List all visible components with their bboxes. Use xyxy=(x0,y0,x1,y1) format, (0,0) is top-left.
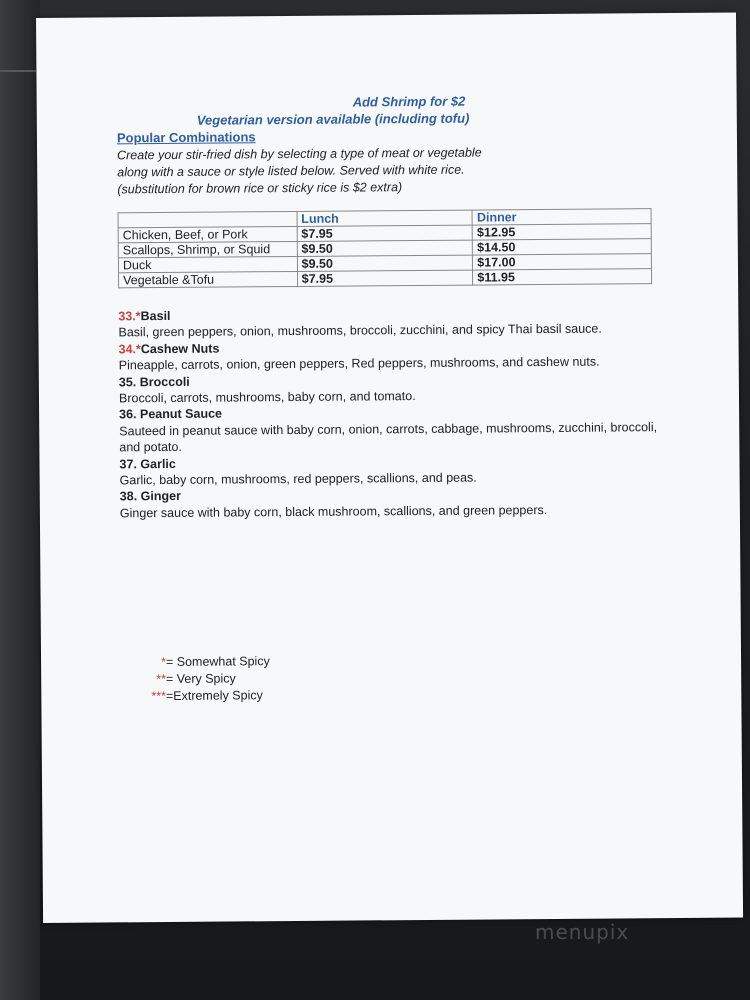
dish-name: Peanut Sauce xyxy=(139,406,223,422)
row-dinner-price: $14.50 xyxy=(473,239,652,255)
tile-grout xyxy=(0,70,36,72)
list-item xyxy=(118,304,678,341)
list-item xyxy=(119,370,679,407)
dish-number: 34. xyxy=(118,342,137,357)
dish-description: Broccoli, carrots, mushrooms, baby corn, and tomato. xyxy=(118,389,416,406)
dish-name: Basil xyxy=(140,308,171,324)
header-item xyxy=(118,211,297,227)
dish-name: Broccoli xyxy=(139,374,190,389)
header-dinner: Dinner xyxy=(472,209,651,225)
row-lunch-price: $9.50 xyxy=(297,240,473,256)
row-lunch-price: $9.50 xyxy=(297,255,473,271)
legend-stars: * xyxy=(161,654,166,670)
spicy-marker: * xyxy=(135,309,141,324)
legend-label: = Somewhat Spicy xyxy=(165,654,270,669)
legend-stars: ** xyxy=(156,672,166,687)
intro-line: Create your stir-fried dish by selecting a type of meat or vegetable xyxy=(117,145,482,163)
watermark-logo: menupix xyxy=(535,920,630,944)
spicy-marker: * xyxy=(135,341,141,357)
dish-name: Ginger xyxy=(140,489,181,504)
legend-item xyxy=(151,653,270,671)
list-item xyxy=(119,452,679,489)
dish-description: Sauteed in peanut sauce with baby corn, onion, carrots, cabbage, mushrooms, zucchini, broccoli, and potato. xyxy=(119,419,658,455)
intro-line: (substitution for brown rice or sticky rice is $2 extra) xyxy=(117,180,403,197)
price-table xyxy=(118,208,653,288)
menu-sheet xyxy=(36,13,743,923)
dish-number: 37. xyxy=(119,456,137,472)
row-item: Duck xyxy=(118,256,297,272)
dish-description: Basil, green peppers, onion, mushrooms, broccoli, zucchini, and spicy Thai basil sauce. xyxy=(118,321,602,340)
header-lunch: Lunch xyxy=(297,210,473,226)
row-dinner-price: $17.00 xyxy=(473,254,652,270)
legend-item xyxy=(151,670,270,688)
dish-description: Ginger sauce with baby corn, black mushroom, scallions, and green peppers. xyxy=(119,502,548,521)
spice-legend xyxy=(151,653,270,705)
dish-name: Cashew Nuts xyxy=(140,341,220,356)
background-wall xyxy=(0,0,40,1000)
legend-label: =Extremely Spicy xyxy=(165,688,263,704)
row-item: Scallops, Shrimp, or Squid xyxy=(118,241,297,257)
dish-description: Garlic, baby corn, mushrooms, red peppers, scallions, and peas. xyxy=(119,470,477,488)
row-lunch-price: $7.95 xyxy=(297,225,473,241)
dish-number: 36. xyxy=(119,407,137,422)
dish-number: 38. xyxy=(119,489,138,504)
dish-number: 33. xyxy=(118,309,136,324)
shrimp-note: Add Shrimp for $2 xyxy=(352,93,466,110)
table-row xyxy=(119,269,652,288)
combinations-intro xyxy=(117,144,537,198)
intro-line: along with a sauce or style listed below. Served with white rice. xyxy=(117,162,465,180)
legend-item xyxy=(151,687,270,705)
list-item xyxy=(119,402,679,456)
list-item xyxy=(120,484,680,521)
row-lunch-price: $7.95 xyxy=(297,270,473,286)
row-dinner-price: $11.95 xyxy=(473,269,652,285)
row-dinner-price: $12.95 xyxy=(472,224,651,240)
legend-label: = Very Spicy xyxy=(165,671,236,686)
legend-stars: *** xyxy=(151,689,166,704)
dish-description: Pineapple, carrots, onion, green peppers, Red peppers, mushrooms, and cashew nuts. xyxy=(118,354,600,373)
dish-number: 35. xyxy=(118,374,137,389)
list-item xyxy=(119,337,679,374)
combinations-title: Popular Combinations xyxy=(116,129,256,146)
row-item: Vegetable &Tofu xyxy=(119,271,298,287)
dish-name: Garlic xyxy=(140,456,176,471)
dish-list xyxy=(118,304,680,522)
vegetarian-note: Vegetarian version available (including tofu) xyxy=(196,110,470,128)
row-item: Chicken, Beef, or Pork xyxy=(118,226,297,242)
